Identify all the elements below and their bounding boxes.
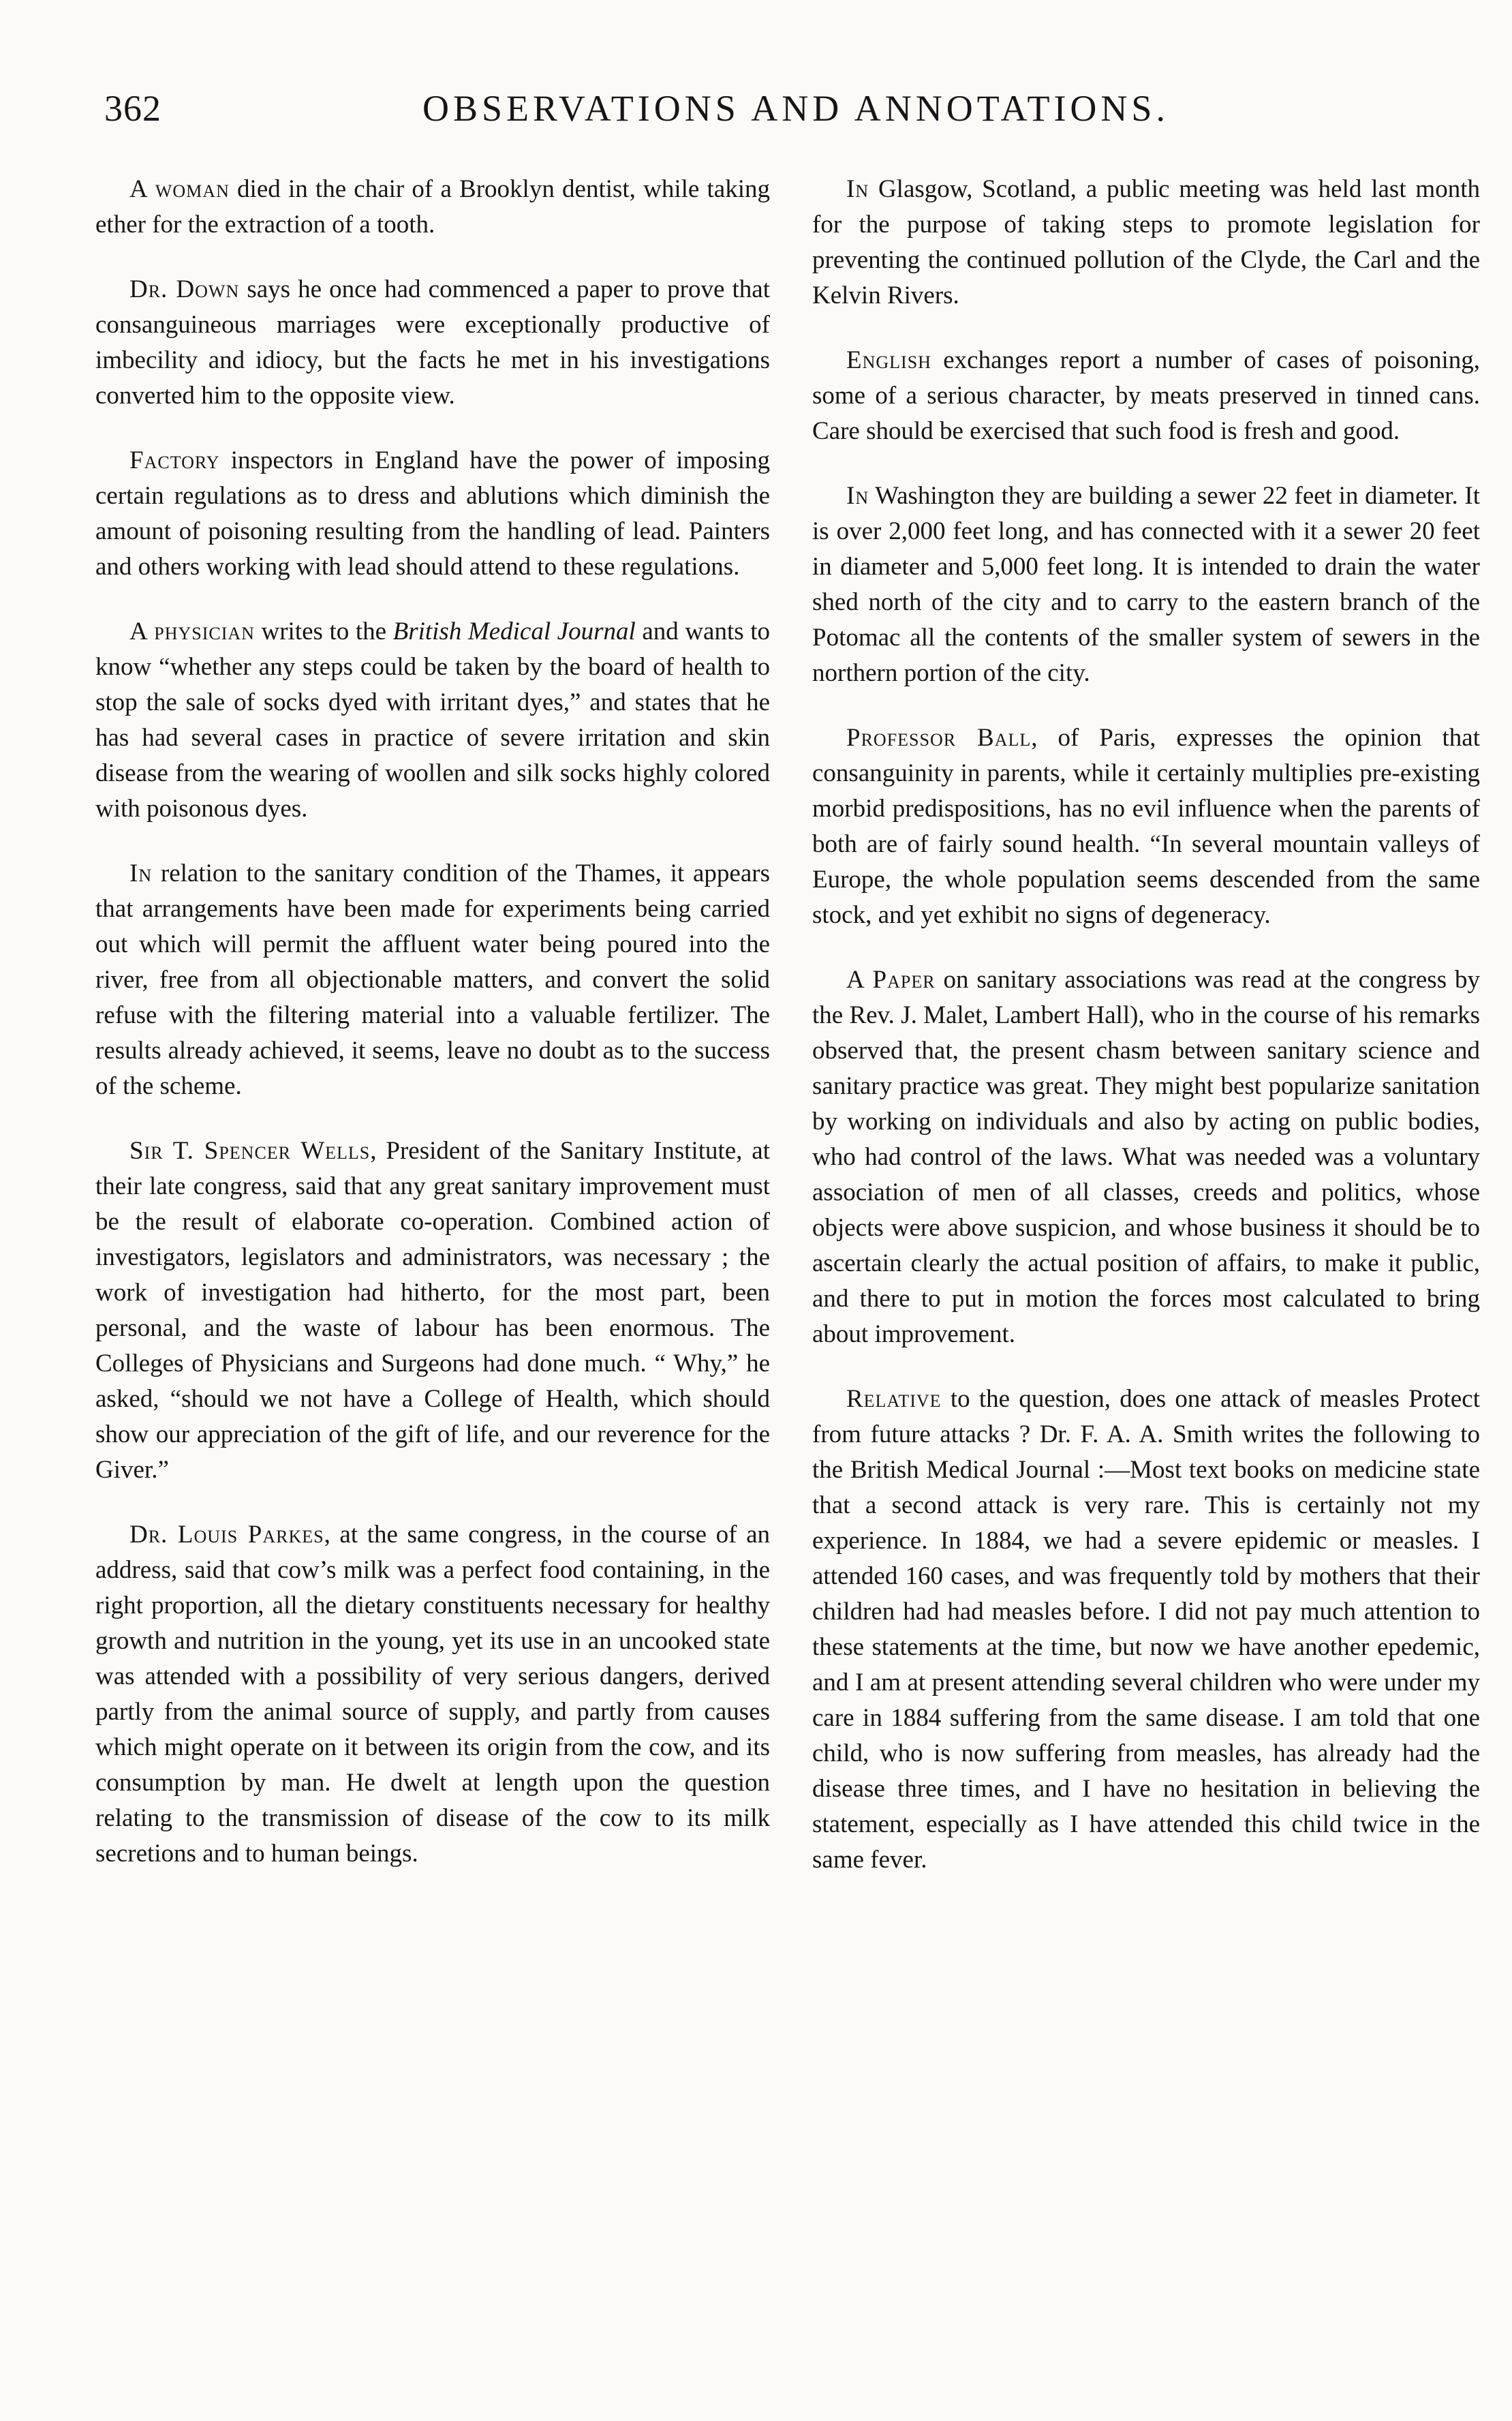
page-number: 362: [104, 88, 161, 129]
paragraph-sanitary-paper: [812, 962, 1480, 1352]
paragraph-lead: Professor Ball: [846, 724, 1032, 752]
running-title: OBSERVATIONS AND ANNOTATIONS.: [422, 88, 1169, 129]
paragraph-lead: English: [846, 346, 931, 374]
paragraph-louis-parkes: [95, 1517, 770, 1872]
paragraph-spencer-wells: [95, 1133, 770, 1488]
paragraph-lead: Factory: [129, 446, 220, 474]
paragraph-lead: A Paper: [846, 966, 936, 994]
right-column: [812, 172, 1480, 1907]
paragraph-lead: A physician: [129, 618, 255, 645]
paragraph-lead: Sir T. Spencer Wells: [129, 1137, 371, 1165]
paragraph-text: Glasgow, Scotland, a public meeting was held last month for the purpose of taking steps to promote legislation for preventing the continued pollution of the Clyde, the Carl and the Kelvin Rivers.: [812, 175, 1480, 309]
paragraph-measles: [812, 1382, 1480, 1878]
paragraph-factory: [95, 443, 770, 585]
page-header: [0, 87, 1512, 142]
paragraph-text: , of Paris, expresses the opinion that consanguinity in parents, while it certainly multiplies pre-existing morbid predispositions, has no evil influence when the parents of both are of fairly sound health. “In several mountain valleys of Europe, the whole population seems descended from the same stock, and yet exhibit no signs of degeneracy.: [812, 724, 1480, 929]
paragraph-thames: [95, 856, 770, 1104]
paragraph-glasgow: [812, 172, 1480, 314]
paragraph-text: , President of the Sanitary Institute, at their late congress, said that any great sanitary improvement must be the result of elaborate co-operation. Combined action of investigators, legislators and administrators, was necessary ; the work of investigation had hitherto, for the most part, been personal, and the waste of labour has been enormous. The Colleges of Physicians and Surgeons had done much. “ Why,” he asked, “should we not have a College of Health, which should show our appreciation of the gift of life, and our reverence for the Giver.”: [95, 1137, 770, 1484]
paragraph-text: to the question, does one attack of measles Protect from future attacks ? Dr. F. A. A. Smith writes the following to the British Medical Journal :—Most text books on medicine state that a second attack is very rare. This is certainly not my experience. In 1884, we had a severe epidemic or measles. I attended 160 cases, and was frequently told by mothers that their children had had measles before. I did not pay much attention to these statements at the time, but now we have another epedemic, and I am at present attending several children who were under my care in 1884 suffering from the same disease. I am told that one child, who is now suffering from measles, has already had the disease three times, and I have no hesitation in believing the statement, especially as I have attended this child twice in the same fever.: [812, 1385, 1480, 1874]
paragraph-text: says he once had commenced a paper to prove that consanguineous marriages were exceptionally productive of imbecility and idiocy, but the facts he met in his investigations converted him to the opposite view.: [95, 275, 770, 410]
paragraph-lead: A woman: [129, 175, 230, 203]
paragraph-woman-dentist: [95, 172, 770, 243]
paragraph-lead: In: [846, 175, 869, 203]
paragraph-text: inspectors in England have the power of imposing certain regulations as to dress and ablutions which diminish the amount of poisoning resulting from the handling of lead. Painters and others working with lead should attend to these regulations.: [95, 446, 770, 581]
paragraph-text: , at the same congress, in the course of an address, said that cow’s milk was a perfect food containing, in the right proportion, all the dietary constituents necessary for healthy growth and nutrition in the young, yet its use in an uncooked state was attended with a possibility of very serious dangers, derived partly from the animal source of supply, and partly from causes which might operate on it between its origin from the cow, and its consumption by man. He dwelt at length upon the question relating to the transmission of disease of the cow to its milk secretions and to human beings.: [95, 1521, 771, 1868]
paragraph-text: died in the chair of a Brooklyn dentist, while taking ether for the extraction of a tooth.: [95, 175, 770, 239]
paragraph-lead: In: [129, 859, 153, 887]
paragraph-lead: Relative: [846, 1385, 942, 1413]
paragraph-text: writes to the: [254, 618, 393, 645]
paragraph-dr-down: [95, 272, 770, 414]
paragraph-lead: In: [846, 482, 869, 510]
paragraph-text: and wants to know “whether any steps could be taken by the board of health to stop the sale of socks dyed with irritant dyes,” and states that he has had several cases in practice of severe irritation and skin disease from the wearing of woollen and silk socks highly colored with poisonous dyes.: [95, 618, 770, 823]
paragraph-lead: Dr. Louis Parkes: [129, 1521, 324, 1549]
paragraph-text: Washington they are building a sewer 22 feet in diameter. It is over 2,000 feet long, and has connected with it a sewer 20 feet in diameter and 5,000 feet long. It is intended to drain the water shed north of the city and to carry to the eastern branch of the Potomac all the contents of the smaller system of sewers in the northern portion of the city.: [812, 482, 1480, 687]
paragraph-text: on sanitary associations was read at the congress by the Rev. J. Malet, Lambert Hall), who in the course of his remarks observed that, the present chasm between sanitary science and sanitary practice was great. They might best popularize sanitation by working on individuals and also by acting on public bodies, who had control of the laws. What was needed was a voluntary association of men of all classes, creeds and politics, whose objects were above suspicion, and whose business it should be to ascertain clearly the actual position of affairs, to make it public, and there to put in motion the forces most calculated to bring about improvement.: [812, 966, 1480, 1348]
paragraph-lead: Dr. Down: [129, 275, 240, 303]
paragraph-physician-socks: [95, 614, 770, 827]
paragraph-washington-sewer: [812, 478, 1480, 691]
paragraph-professor-ball: [812, 720, 1480, 933]
paragraph-text: exchanges report a number of cases of poisoning, some of a serious character, by meats preserved in tinned cans. Care should be exercised that such food is fresh and good.: [812, 346, 1480, 445]
left-column: [95, 172, 770, 1901]
journal-title: British Medical Journal: [392, 618, 636, 645]
paragraph-english-exchanges: [812, 343, 1480, 449]
paragraph-text: relation to the sanitary condition of the Thames, it appears that arrangements have been made for experiments being carried out which will permit the affluent water being poured into the river, free from all objectionable matters, and convert the solid refuse with the filtering material into a valuable fertilizer. The results already achieved, it seems, leave no doubt as to the success of the scheme.: [95, 859, 770, 1100]
